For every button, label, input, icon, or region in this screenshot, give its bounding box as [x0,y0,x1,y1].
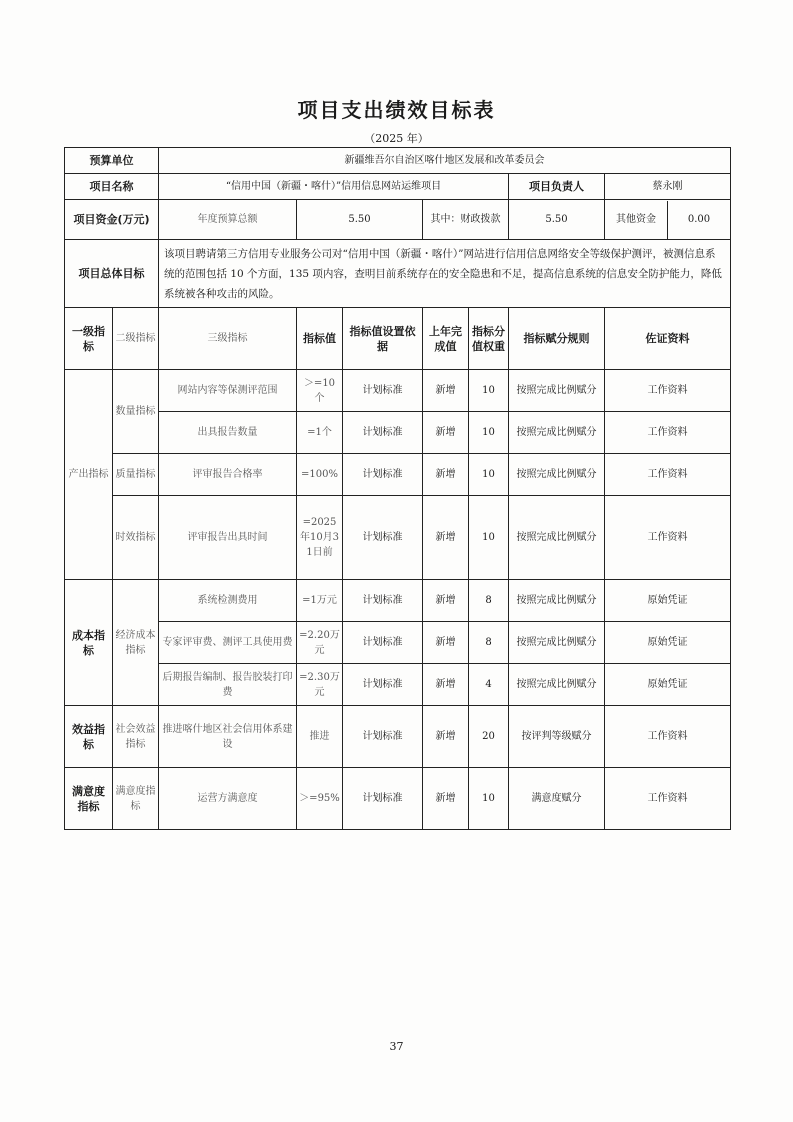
indicator-last: 新增 [423,580,469,622]
project-leader-value: 蔡永刚 [605,174,731,200]
indicator-last: 新增 [423,706,469,768]
table-row [65,706,731,768]
indicator-basis: 计划标准 [343,454,423,496]
indicator-value: =2.20万元 [297,622,343,664]
indicator-weight: 10 [469,454,509,496]
table-row [65,622,731,664]
level2-satisfaction: 满意度指标 [113,768,159,830]
indicator-basis: 计划标准 [343,622,423,664]
indicator-rule: 按评判等级赋分 [509,706,605,768]
indicator-weight: 10 [469,496,509,580]
indicator-weight: 20 [469,706,509,768]
year-label: （2025 年） [364,132,429,145]
indicator-name: 运营方满意度 [159,768,297,830]
indicator-value: =2025年10月31日前 [297,496,343,580]
level1-cost: 成本指标 [65,580,113,706]
col-rule: 指标赋分规则 [509,308,605,370]
indicator-rule: 按照完成比例赋分 [509,580,605,622]
indicator-rule: 满意度赋分 [509,768,605,830]
indicator-rule: 按照完成比例赋分 [509,370,605,412]
indicator-last: 新增 [423,370,469,412]
other-funds-split [605,201,730,239]
col-level2: 二级指标 [113,308,159,370]
indicator-name: 评审报告出具时间 [159,496,297,580]
page-number: 37 [389,1040,404,1053]
table-row [65,454,731,496]
indicator-value: =1个 [297,412,343,454]
indicator-evidence: 工作资料 [605,370,731,412]
indicator-basis: 计划标准 [343,706,423,768]
level2-quality: 质量指标 [113,454,159,496]
indicator-basis: 计划标准 [343,664,423,706]
indicator-value: 推进 [297,706,343,768]
indicator-last: 新增 [423,412,469,454]
indicator-basis: 计划标准 [343,580,423,622]
project-leader-label: 项目负责人 [509,174,605,200]
col-level1: 一级指标 [65,308,113,370]
table-row [65,580,731,622]
funds-label: 项目资金(万元) [65,200,159,240]
indicator-evidence: 工作资料 [605,768,731,830]
level1-output: 产出指标 [65,370,113,580]
indicator-evidence: 原始凭证 [605,622,731,664]
indicator-value: ＞=95% [297,768,343,830]
col-weight: 指标分值权重 [469,308,509,370]
indicator-name: 推进喀什地区社会信用体系建设 [159,706,297,768]
indicator-rule: 按照完成比例赋分 [509,454,605,496]
indicator-weight: 8 [469,580,509,622]
annual-budget-label: 年度预算总额 [159,200,297,240]
indicator-evidence: 工作资料 [605,496,731,580]
indicator-evidence: 工作资料 [605,454,731,496]
indicator-name: 网站内容等保测评范围 [159,370,297,412]
indicator-value: ＞=10个 [297,370,343,412]
indicator-last: 新增 [423,622,469,664]
indicator-basis: 计划标准 [343,768,423,830]
indicator-name: 专家评审费、测评工具使用费 [159,622,297,664]
col-evidence: 佐证资料 [605,308,731,370]
indicator-name: 出具报告数量 [159,412,297,454]
indicator-last: 新增 [423,664,469,706]
goal-label: 项目总体目标 [65,240,159,308]
indicator-weight: 10 [469,768,509,830]
indicator-rule: 按照完成比例赋分 [509,664,605,706]
table-row [65,370,731,412]
indicator-basis: 计划标准 [343,412,423,454]
table-row [65,664,731,706]
fiscal-value: 5.50 [509,200,605,240]
project-name-value: “信用中国（新疆・喀什）”信用信息网站运维项目 [159,174,509,200]
col-last-year: 上年完成值 [423,308,469,370]
indicator-weight: 8 [469,622,509,664]
indicator-value: =2.30万元 [297,664,343,706]
col-value: 指标值 [297,308,343,370]
page-title: 项目支出绩效目标表 [297,98,496,122]
indicator-weight: 10 [469,412,509,454]
indicator-weight: 4 [469,664,509,706]
table-row [65,412,731,454]
indicator-rule: 按照完成比例赋分 [509,496,605,580]
indicator-last: 新增 [423,454,469,496]
table-row [65,768,731,830]
level2-economic: 经济成本指标 [113,580,159,706]
level2-quantity: 数量指标 [113,370,159,454]
indicator-value: =100% [297,454,343,496]
budget-unit-label: 预算单位 [65,148,159,174]
other-funds-label: 其他资金 [605,201,668,239]
level1-satisfaction: 满意度指标 [65,768,113,830]
indicator-rule: 按照完成比例赋分 [509,412,605,454]
level1-benefit: 效益指标 [65,706,113,768]
level2-timeliness: 时效指标 [113,496,159,580]
indicator-name: 评审报告合格率 [159,454,297,496]
indicator-name: 系统检测费用 [159,580,297,622]
goal-text: 该项目聘请第三方信用专业服务公司对“信用中国（新疆・喀什）”网站进行信用信息网络安全等级保护测评，被测信息系统的范围包括 10 个方面，135 项内容，查明目前系统存在的安全隐患和不足，提高信息系统的信息安全防护能力，降低系统被各种攻击的风险。 [159,240,731,308]
indicator-value: =1万元 [297,580,343,622]
other-funds-value: 0.00 [687,214,711,225]
indicator-evidence: 原始凭证 [605,580,731,622]
indicator-last: 新增 [423,768,469,830]
indicator-evidence: 工作资料 [605,706,731,768]
fiscal-label: 其中：财政拨款 [423,200,509,240]
annual-budget-value: 5.50 [297,200,423,240]
indicator-last: 新增 [423,496,469,580]
indicator-rule: 按照完成比例赋分 [509,622,605,664]
budget-unit-value: 新疆维吾尔自治区喀什地区发展和改革委员会 [159,148,731,174]
indicator-evidence: 原始凭证 [605,664,731,706]
table-row [65,496,731,580]
indicator-basis: 计划标准 [343,496,423,580]
indicator-weight: 10 [469,370,509,412]
other-funds-cell [605,200,731,240]
indicator-basis: 计划标准 [343,370,423,412]
indicator-name: 后期报告编制、报告胶装打印费 [159,664,297,706]
performance-table [64,147,731,830]
level2-social: 社会效益指标 [113,706,159,768]
project-name-label: 项目名称 [65,174,159,200]
col-basis: 指标值设置依据 [343,308,423,370]
indicator-evidence: 工作资料 [605,412,731,454]
col-level3: 三级指标 [159,308,297,370]
